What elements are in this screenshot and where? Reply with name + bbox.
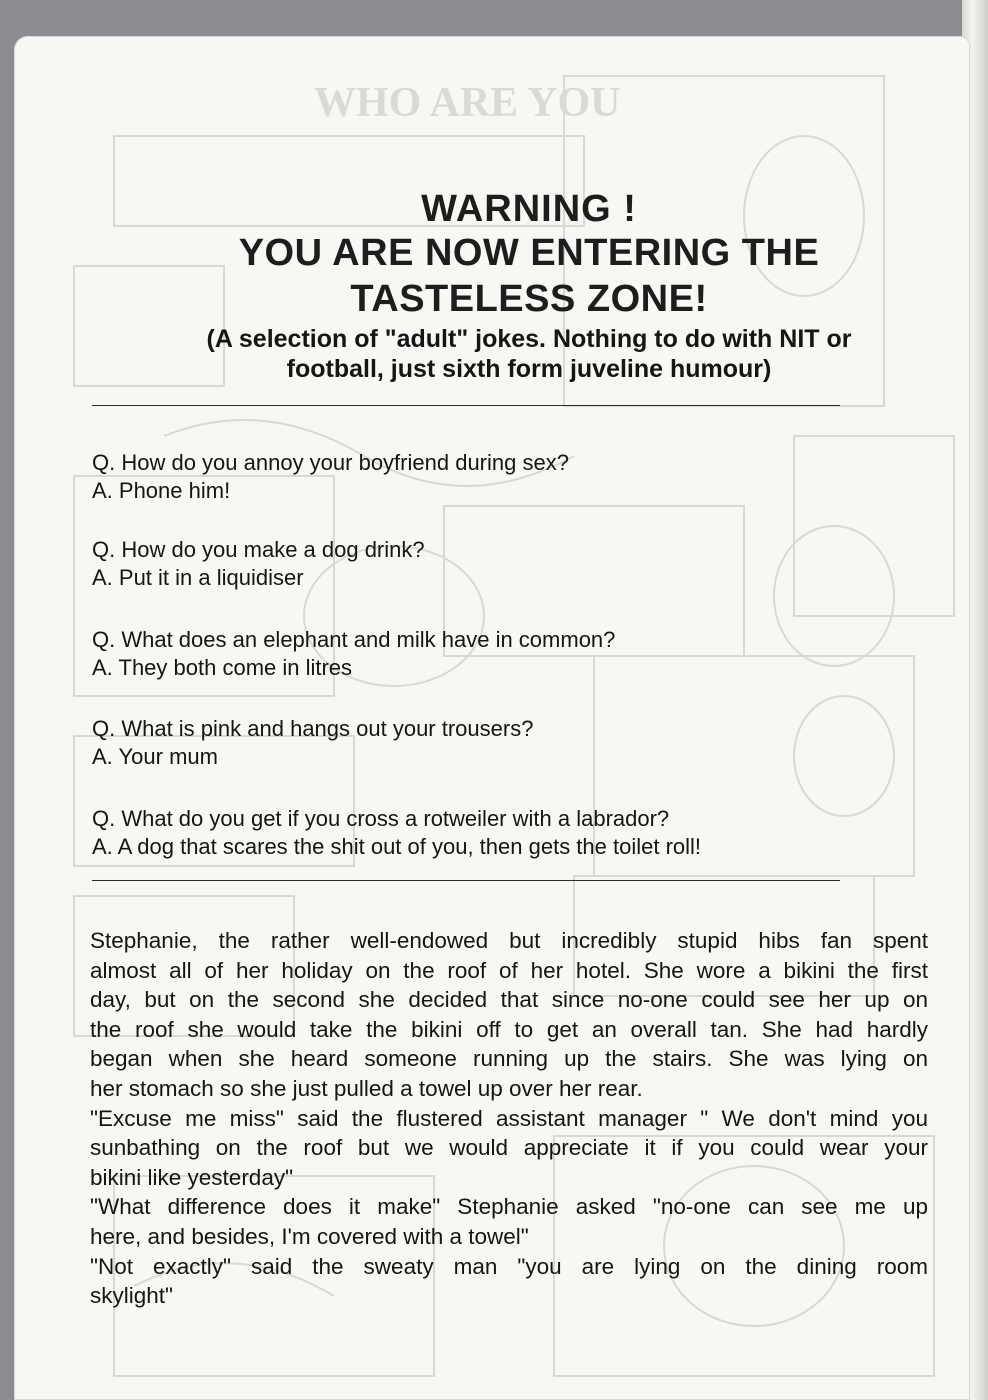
warning-subtitle-line1: (A selection of "adult" jokes. Nothing to do with NIT or: [206, 325, 852, 353]
story-paragraph: [90, 926, 928, 1311]
story-line: began when she heard someone running up the stairs. She was lying on: [90, 1046, 928, 1072]
joke-question: Q. How do you make a dog drink?: [92, 537, 425, 562]
joke-item: [92, 715, 922, 771]
story-line: day, but on the second she decided that since no-one could see her up on: [90, 987, 928, 1013]
divider-top: [92, 405, 840, 406]
joke-item: [92, 536, 922, 592]
joke-question: Q. What do you get if you cross a rotweiler with a labrador?: [92, 806, 670, 831]
story-line: Stephanie, the rather well-endowed but incredibly stupid hibs fan spent: [90, 928, 928, 953]
warning-heading-line2: YOU ARE NOW ENTERING THE: [238, 232, 820, 274]
svg-text:WHO ARE YOU: WHO ARE YOU: [314, 80, 621, 126]
joke-question: Q. What is pink and hangs out your trousers?: [92, 716, 534, 741]
warning-heading: WARNING !: [421, 188, 637, 230]
divider-bottom: [92, 880, 840, 881]
joke-answer: A. Your mum: [92, 744, 218, 769]
story-line: here, and besides, I'm covered with a towel": [90, 1223, 529, 1249]
story-line: almost all of her holiday on the roof of her hotel. She wore a bikini the first: [90, 957, 928, 983]
story-line: bikini like yesterday": [90, 1164, 294, 1190]
joke-answer: A. They both come in litres: [92, 655, 353, 680]
joke-answer: A. A dog that scares the shit out of you, then gets the toilet roll!: [92, 834, 702, 859]
story-line: "Excuse me miss" said the flustered assistant manager " We don't mind you: [90, 1105, 928, 1131]
document-page: [14, 36, 970, 1400]
story-line: "Not exactly" said the sweaty man "you are lying on the dining room: [90, 1253, 928, 1279]
story-line: her stomach so she just pulled a towel up over her rear.: [90, 1075, 643, 1101]
story-line: sunbathing on the roof but we would appreciate it if you could wear your: [90, 1135, 928, 1161]
warning-heading-line3: TASTELESS ZONE!: [350, 278, 708, 320]
joke-item: [92, 626, 922, 682]
joke-item: [92, 449, 922, 505]
story-line: skylight": [90, 1283, 174, 1309]
story-line: "What difference does it make" Stephanie asked "no-one can see me up: [90, 1194, 928, 1220]
joke-question: Q. How do you annoy your boyfriend during sex?: [92, 450, 569, 475]
story-line: the roof she would take the bikini off to get an overall tan. She had hardly: [90, 1016, 928, 1042]
joke-answer: A. Put it in a liquidiser: [92, 565, 304, 590]
joke-answer: A. Phone him!: [92, 478, 231, 503]
joke-question: Q. What does an elephant and milk have in common?: [92, 627, 616, 652]
warning-subtitle-line2: football, just sixth form juveline humour): [286, 355, 772, 383]
joke-item: [92, 805, 922, 861]
warning-subtitle: [134, 324, 924, 384]
page-content: [14, 36, 970, 1400]
